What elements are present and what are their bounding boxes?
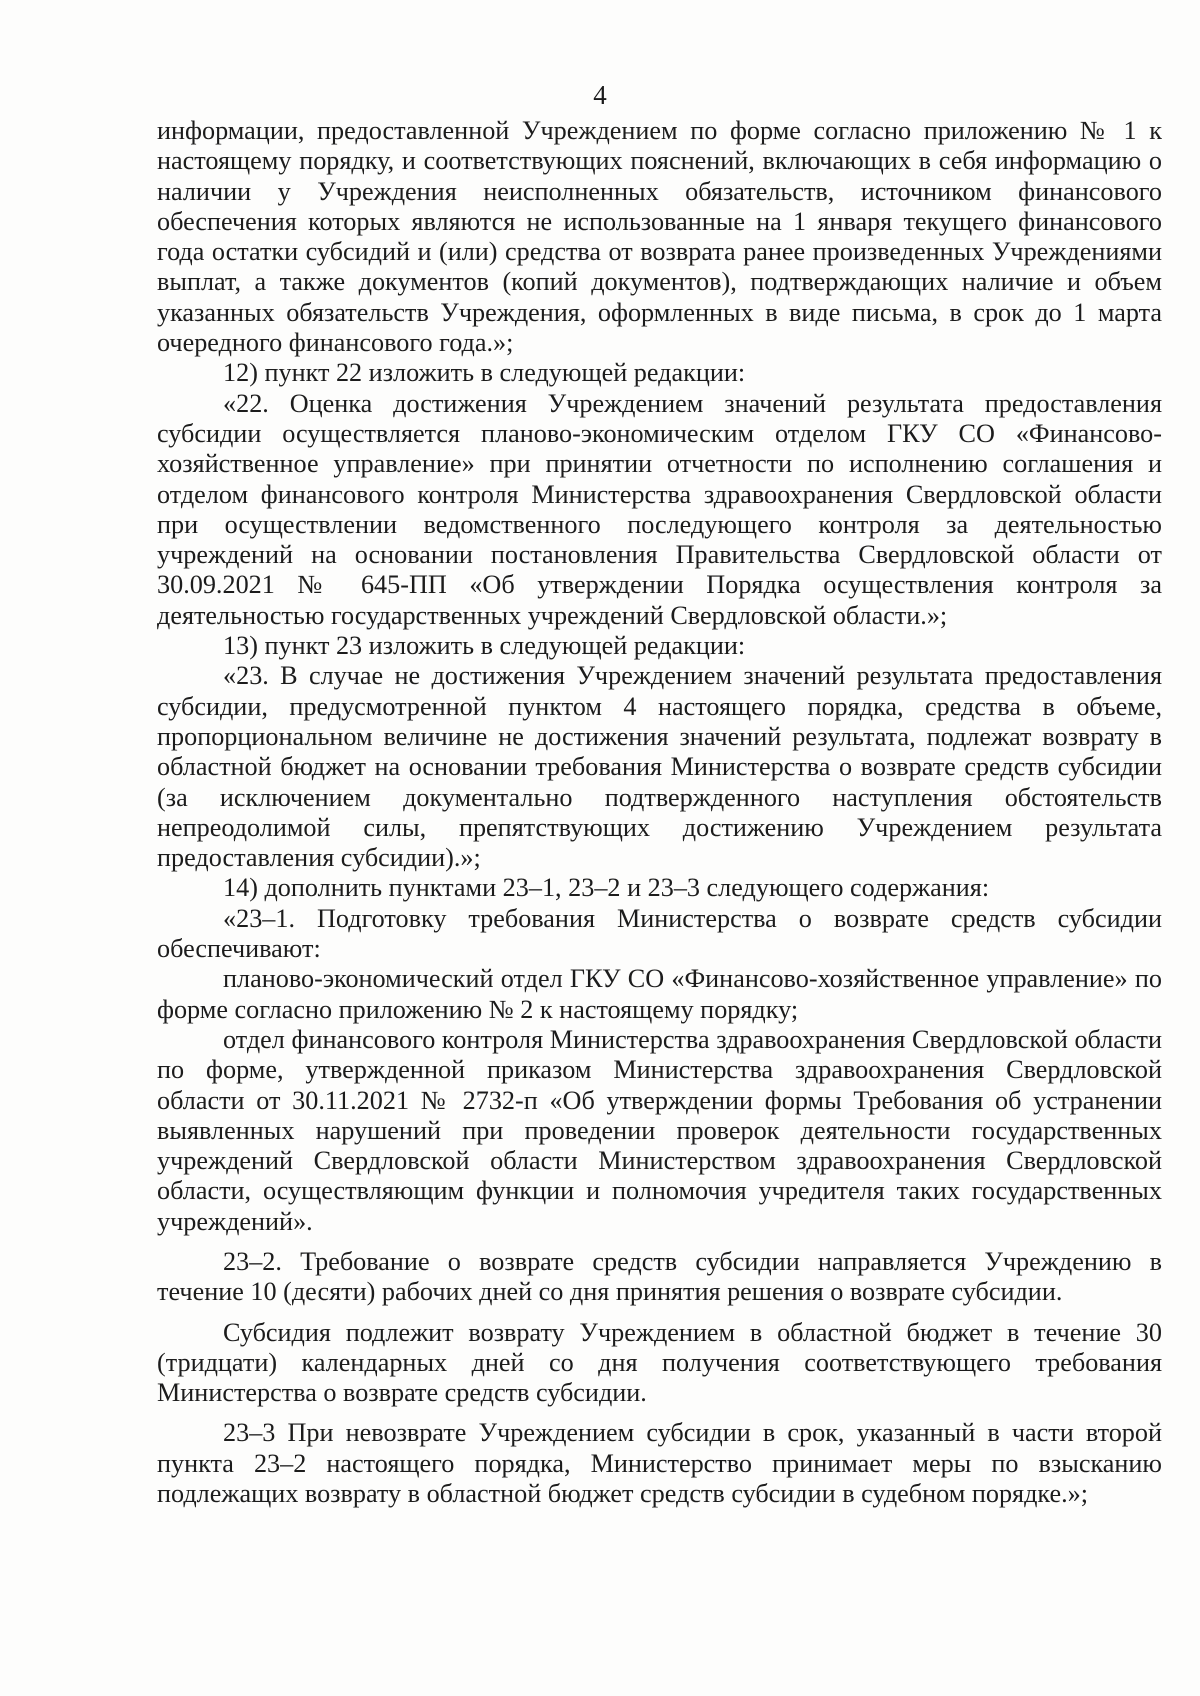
paragraph-clause-23-1-planning: планово-экономический отдел ГКУ СО «Финансово-хозяйственное управление» по форме согласно приложению № 2 к настоящему порядку;: [157, 964, 1162, 1024]
paragraph-item-13: 13) пункт 23 изложить в следующей редакции:: [223, 631, 746, 661]
paragraph-clause-23-1: «23–1. Подготовку требования Министерства о возврате средств субсидии обеспечивают:: [157, 903, 1162, 964]
paragraph-clause-23-2: 23–2. Требование о возврате средств субсидии направляется Учреждению в течение 10 (десяти) рабочих дней со дня принятия решения о возврате субсидии.: [157, 1246, 1162, 1307]
paragraph-clause-23-2-return: Субсидия подлежит возврату Учреждением в областной бюджет в течение 30 (тридцати) календарных дней со дня получения соответствующего требования Министерства о возврате средств субсидии.: [157, 1317, 1162, 1408]
paragraph-clause-23-3: 23–3 При невозврате Учреждением субсидии в срок, указанный в части второй пункта 23–2 настоящего порядка, Министерство принимает меры по взысканию подлежащих возврату в областной бюджет средств субсидии в судебном порядке.»;: [157, 1418, 1162, 1509]
page-number: 4: [593, 80, 607, 110]
document-body: [157, 116, 1162, 1509]
paragraph-clause-23: «23. В случае не достижения Учреждением значений результата предоставления субсидии, предусмотренной пунктом 4 настоящего порядка, средства в объеме, пропорциональном величине не достижения значений результата, подлежат возврату в областной бюджет на основании требования Министерства о возврате средств субсидии (за исключением документально подтвержденного наступления обстоятельств непреодолимой силы, препятствующих достижению Учреждением результата предоставления субсидии).»;: [157, 661, 1162, 873]
paragraph-item-14: 14) дополнить пунктами 23–1, 23–2 и 23–3 следующего содержания:: [223, 873, 990, 903]
paragraph-clause-23-1-control: отдел финансового контроля Министерства здравоохранения Свердловской области по форме, утвержденной приказом Министерства здравоохранения Свердловской области от 30.11.2021 № 2732-п «Об утверждении формы Требования об устранении выявленных нарушений при проведении проверок деятельности государственных учреждений Свердловской области Министерством здравоохранения Свердловской области, осуществляющим функции и полномочия учредителя таких государственных учреждений».: [157, 1024, 1162, 1236]
paragraph-continuation: информации, предоставленной Учреждением по форме согласно приложению № 1 к настоящему порядку, и соответствующих пояснений, включающих в себя информацию о наличии у Учреждения неисполненных обязательств, источником финансового обеспечения которых являются не использованные на 1 января текущего финансового года остатки субсидий и (или) средства от возврата ранее произведенных Учреждениями выплат, а также документов (копий документов), подтверждающих наличие и объем указанных обязательств Учреждения, оформленных в виде письма, в срок до 1 марта очередного финансового года.»;: [157, 116, 1162, 358]
paragraph-clause-22: «22. Оценка достижения Учреждением значений результата предоставления субсидии осуществляется планово-экономическим отделом ГКУ СО «Финансово-хозяйственное управление» при принятии отчетности по исполнению соглашения и отделом финансового контроля Министерства здравоохранения Свердловской области при осуществлении ведомственного последующего контроля за деятельностью учреждений на основании постановления Правительства Свердловской области от 30.09.2021 № 645-ПП «Об утверждении Порядка осуществления контроля за деятельностью государственных учреждений Свердловской области.»;: [157, 388, 1162, 630]
paragraph-item-12: 12) пункт 22 изложить в следующей редакции:: [223, 358, 746, 388]
